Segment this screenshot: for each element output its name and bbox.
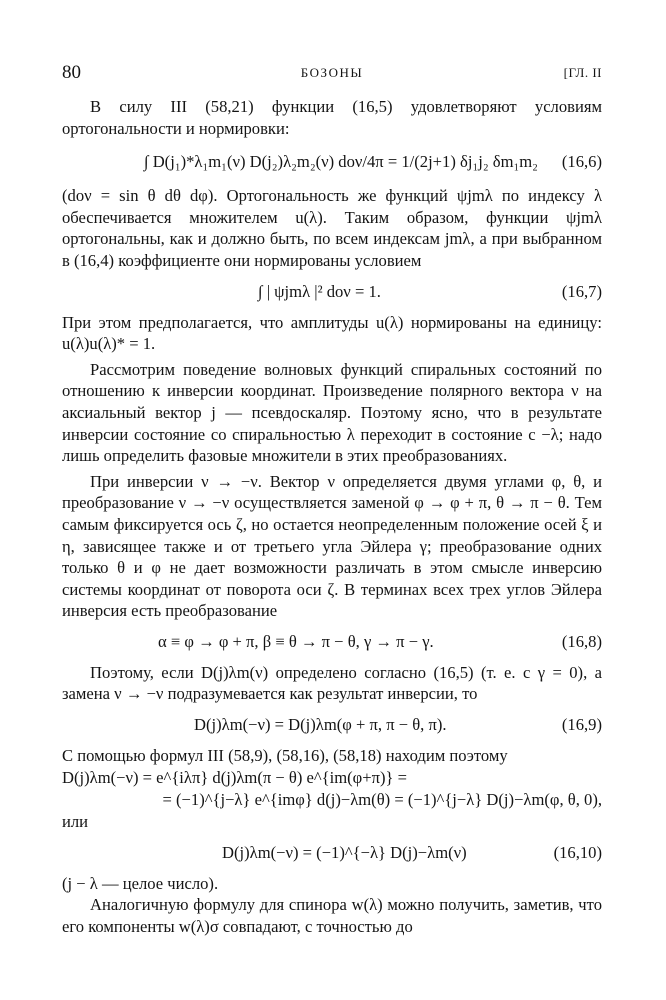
page-number: 80 bbox=[62, 62, 81, 83]
paragraph: При этом предполагается, что амплитуды u(λ) нормированы на единицу: u(λ)u(λ)* = 1. bbox=[62, 312, 602, 354]
equation-16-9 bbox=[62, 707, 602, 743]
equation-formula: D(j)λm(−ν) = e^{iλπ} d(j)λm(π − θ) e^{im(φ+π)} = bbox=[62, 767, 407, 787]
connector-line bbox=[62, 811, 602, 833]
paragraph: Поэтому, если D(j)λm(ν) определено согласно (16,5) (т. е. с γ = 0), а замена ν → −ν подразумевается как результат инверсии, то bbox=[62, 662, 602, 704]
equation-formula: ∫ | ψjmλ |² doν = 1. bbox=[258, 281, 381, 301]
equation-number: (16,8) bbox=[561, 631, 602, 651]
equation-16-10 bbox=[62, 835, 602, 871]
running-title: БОЗОНЫ bbox=[300, 65, 364, 80]
equation-formula: ∫ D(j₁)*λ₁m₁(ν) D(j₂)λ₂m₂(ν) doν/4π = 1/(2j+1) δj₁j₂ δm₁m₂ bbox=[144, 152, 538, 172]
chapter-label: [ГЛ. II bbox=[563, 65, 602, 80]
equation-formula: = (−1)^{j−λ} e^{imφ} d(j)−λm(θ) = (−1)^{j−λ} D(j)−λm(φ, θ, 0), bbox=[162, 789, 602, 809]
equation-formula: α ≡ φ → φ + π, β ≡ θ → π − θ, γ → π − γ. bbox=[158, 631, 434, 651]
equation-number: (16,7) bbox=[561, 281, 602, 301]
equation-line bbox=[62, 789, 602, 811]
equation-line bbox=[62, 767, 602, 789]
paragraph: Рассмотрим поведение волновых функций спиральных состояний по отношению к инверсии координат. Произведение полярного вектора ν на аксиальный вектор j — псевдоскаляр. Поэтому ясно, что в результате инверсии состояние со спиральностью λ переходит в состояние с −λ; надо лишь определить фазовые множители в этих преобразованиях. bbox=[62, 359, 602, 466]
paragraph: (j − λ — целое число). bbox=[62, 873, 219, 893]
page-body bbox=[62, 96, 602, 937]
connector-word: или bbox=[62, 811, 89, 831]
equation-16-7 bbox=[62, 274, 602, 310]
paragraph: Аналогичную формулу для спинора w(λ) можно получить, заметив, что его компоненты w(λ)σ совпадают, с точностью до bbox=[62, 895, 602, 936]
equation-number: (16,6) bbox=[561, 152, 602, 172]
equation-number: (16,10) bbox=[553, 842, 602, 862]
running-header bbox=[62, 62, 602, 84]
equation-16-8 bbox=[62, 624, 602, 660]
equation-16-6 bbox=[62, 141, 602, 183]
paragraph: При инверсии ν → −ν. Вектор ν определяется двумя углами φ, θ, и преобразование ν → −ν осуществляется заменой φ → φ + π, θ → π − θ. Тем самым фиксируется ось ζ, но остается неопределенным положение осей ξ и η, зависящее также и от третьего угла Эйлера γ; преобразование одних только θ и φ не дает возможности различать в этом смысле инверсию системы координат от поворота оси ζ. В терминах всех трех углов Эйлера инверсия есть преобразование bbox=[62, 471, 602, 621]
paragraph: В силу III (58,21) функции (16,5) удовлетворяют условиям ортогональности и нормировки: bbox=[62, 97, 602, 138]
equation-formula: D(j)λm(−ν) = D(j)λm(φ + π, π − θ, π). bbox=[194, 715, 447, 735]
paragraph: С помощью формул III (58,9), (58,16), (58,18) находим поэтому bbox=[62, 746, 508, 766]
equation-formula: D(j)λm(−ν) = (−1)^{−λ} D(j)−λm(ν) bbox=[222, 842, 467, 862]
equation-number: (16,9) bbox=[561, 715, 602, 735]
paragraph: (doν = sin θ dθ dφ). Ортогональность же функций ψjmλ по индексу λ обеспечивается множителем u(λ). Таким образом, функции ψjmλ ортогональны, как и должно быть, по всем индексам jmλ, а при выбранном в (16,4) коэффициенте они нормированы условием bbox=[62, 186, 602, 270]
